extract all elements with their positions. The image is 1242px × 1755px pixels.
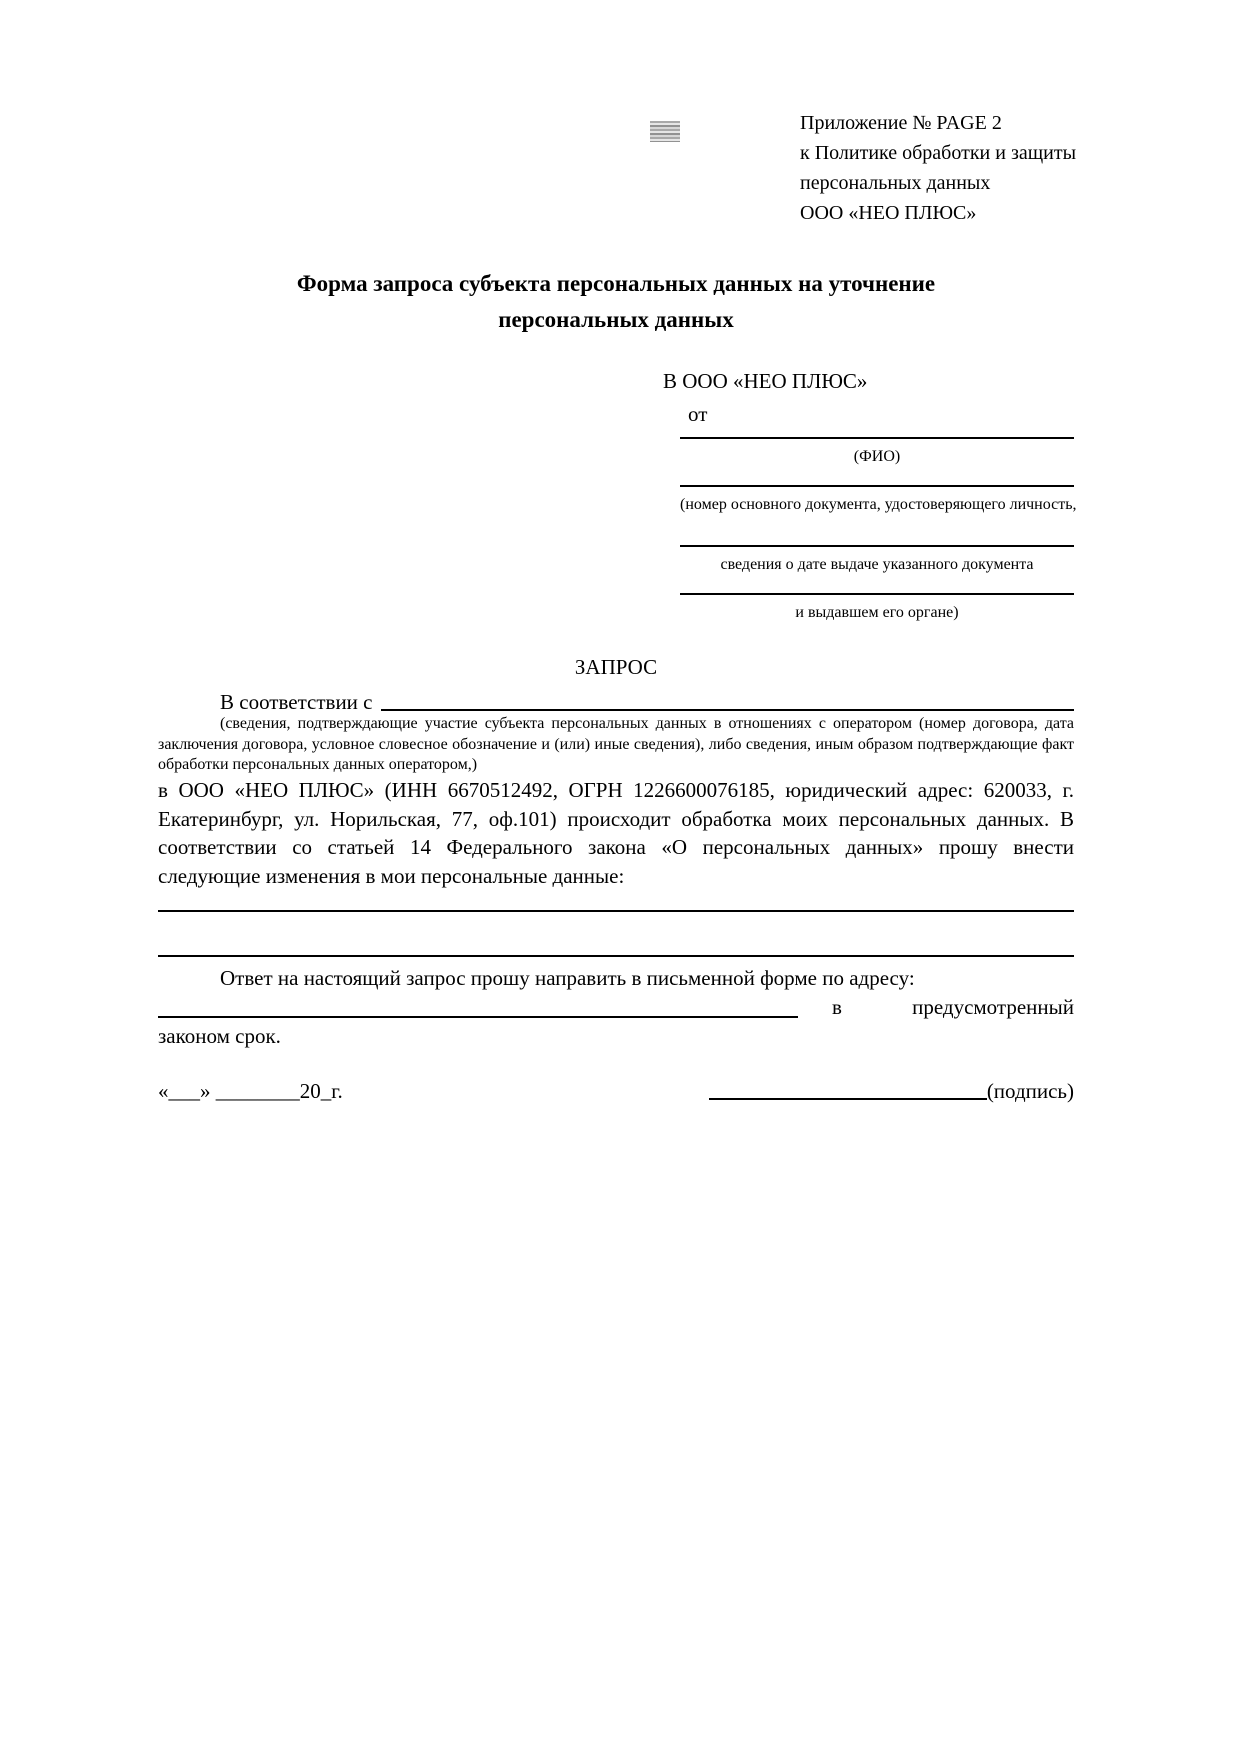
accordance-label: В соответствии с [220, 690, 373, 714]
changes-blank-line-2 [158, 955, 1074, 957]
fine-print-note: (сведения, подтверждающие участие субъекта персональных данных в отношениях с оператором (номер договора, дата заключения договора, условное словесное обозначение и (или) иные сведения), либо сведения, иным образом подтверждающие факт обработки персональных данных оператором,) [158, 715, 1074, 773]
issue-date-blank-line [680, 545, 1074, 547]
issue-date-caption: сведения о дате выдаче указанного документа [720, 556, 1034, 573]
fio-blank-line [680, 437, 1074, 439]
from-label: от [688, 402, 708, 426]
company-name: ООО «НЕО ПЛЮС» [800, 202, 977, 224]
response-tail-word-1: в [832, 995, 842, 1019]
appendix-line: Приложение № PAGE 2 [800, 112, 1002, 134]
signature-blank-line [709, 1097, 987, 1100]
document-title-line1: Форма запроса субъекта персональных данных на уточнение [296, 271, 936, 296]
document-title-line2: персональных данных [498, 307, 734, 332]
signoff-row [158, 1079, 1074, 1104]
accordance-blank-line [381, 708, 1075, 711]
appendix-header [800, 108, 1140, 228]
request-body-paragraph: в ООО «НЕО ПЛЮС» (ИНН 6670512492, ОГРН 1226600076185, юридический адрес: 620033, г. Екатеринбург, ул. Норильская, 77, оф.101) происходит обработка моих персональных данных. В соответствии со статьей 14 Федерального закона «О персональных данных» прошу внести следующие изменения в мои персональные данные: [158, 778, 1074, 888]
response-tail-line-2: законом срок. [158, 1024, 281, 1048]
addressee-company: В ООО «НЕО ПЛЮС» [663, 369, 868, 393]
signature-caption: (подпись) [986, 1079, 1074, 1103]
date-line: «___» ________20_г. [158, 1079, 343, 1103]
accordance-row [158, 690, 1074, 715]
response-tail [798, 993, 1074, 1022]
changes-blank-line-1 [158, 910, 1074, 912]
response-address-row [158, 993, 1074, 1022]
request-heading: ЗАПРОС [574, 655, 658, 679]
document-number-caption: (номер основного документа, удостоверяющего личность, [680, 496, 1077, 513]
response-sentence: Ответ на настоящий запрос прошу направить в письменной форме по адресу: [220, 966, 915, 990]
field-code-artifact-icon [650, 121, 680, 142]
response-tail-word-2: предусмотренный [912, 995, 1074, 1019]
address-blank-line [158, 1015, 798, 1018]
fio-caption: (ФИО) [853, 448, 901, 465]
issuing-authority-blank-line [680, 593, 1074, 595]
document-number-blank-line [680, 485, 1074, 487]
response-paragraph [158, 964, 1074, 1051]
policy-line-1: к Политике обработки и защиты [800, 142, 1077, 164]
policy-line-2: персональных данных [800, 172, 991, 194]
document-title [158, 266, 1074, 338]
issuing-authority-caption: и выдавшем его органе) [795, 604, 959, 621]
